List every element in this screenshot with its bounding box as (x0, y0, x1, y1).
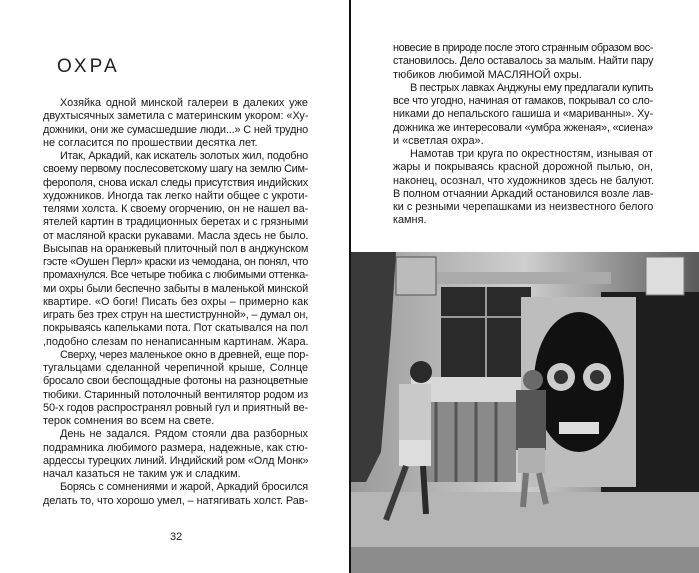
text-line: и «светлая охра». (393, 134, 484, 147)
paragraph (393, 148, 653, 228)
text-line: Борясь с сомнениями и жарой, Аркадий бросился (60, 481, 308, 494)
hammocks (426, 402, 516, 482)
text-line: тугальцами сделанной черепичной крыше, Солнце (43, 362, 308, 374)
text-line: Намотав три круга по окрестностям, изнывая от (410, 148, 653, 160)
text-line: дожника же интересовали «умбра жженая», «сиена» (393, 121, 653, 134)
paragraph (393, 82, 653, 148)
paragraph (393, 42, 653, 82)
text-line: ки с резными черепашками из неизвестного белого (393, 201, 654, 213)
text-line: День не задался. Рядом стояли два разборных (60, 428, 308, 441)
text-line: жары и покрываясь красной дорожной пылью, он, (393, 161, 653, 174)
text-line: В пестрых лавках Анджуны ему предлагали купить (410, 81, 654, 94)
text-line: Хозяйка одной минской галереи в далеких уже (60, 97, 308, 109)
text-line: художников. Иногда так легко найти общее с укроти- (43, 189, 308, 202)
text-line: наконец, осознал, что художников здесь не балуют. (393, 174, 654, 187)
text-line: от масляной краски рукавами. Масла здесь не было. (43, 229, 309, 242)
text-line: ардессы турецких линий. Индийский ром «Олд Монк» (43, 454, 309, 467)
text-line: не согласится по прошествии десятка лет. (43, 136, 258, 149)
paragraph (43, 150, 308, 349)
paragraph (43, 349, 308, 429)
text-line: Высыпав на оранжевый плиточный пол в анджунском (43, 242, 309, 255)
text-line: подрамника любимого размера, надежные, как стю- (43, 441, 308, 454)
text-line: промахнулся. Все четыре тюбика с любимыми оттенка- (43, 269, 309, 282)
text-line: Итак, Аркадий, как искатель золотых жил, подобно (60, 150, 308, 162)
street-photo (351, 252, 699, 573)
text-line: играть без трех струн на шестиструнной», – думал он, (43, 309, 309, 321)
text-line: тюбиков любимой МАСЛЯНОЙ охры. (393, 68, 582, 81)
text-line: двухтысячных заметила с материнским укором: «Ху- (43, 110, 309, 123)
text-line: В полном отчаянии Аркадий остановился возле лав- (393, 187, 654, 200)
text-line: начал казаться не таким уж и сладким. (43, 468, 241, 480)
text-line: камня. (393, 214, 427, 227)
text-line: ферополя, снова искал следы присутствия индийских (43, 176, 308, 189)
text-line: телями холста. К своему огорчению, он не нашел ва- (43, 203, 309, 215)
text-line: гэсте «Оушен Перл» краски из чемодана, он понял, что (43, 256, 308, 268)
text-line: терок сомнения во всем на свете. (43, 415, 215, 427)
text-line: ми охры были беспечно забыты в маленькой минской (43, 282, 308, 295)
text-line: все что угодно, начиная от гамаков, покрывал со сло- (393, 95, 653, 107)
text-line: своему первому послесоветскому шагу на землю Сим- (43, 163, 308, 176)
text-line: делать то, что хорошо умел, – натягивать холст. Рав- (43, 494, 308, 507)
text-line: бросало свои беспощадные фотоны на разноцветные (43, 375, 308, 388)
text-line: 50-х годов распространял ровный гул и приятный ве- (43, 401, 309, 414)
right-page-text (393, 42, 653, 228)
street (351, 547, 699, 573)
text-line: ,подобно слезам по ненаписанным картинам. Жара. (43, 335, 309, 348)
page-number: 32 (170, 531, 183, 543)
chapter-title: ОХРА (57, 56, 120, 77)
left-page-text (43, 97, 308, 508)
text-line: становилось. Дело оставалось за малым. Найти пару (393, 55, 654, 68)
paragraph (43, 481, 308, 508)
left-page (0, 0, 349, 573)
text-line: тюбики. Старинный потолочный вентилятор родом из (43, 388, 308, 401)
text-line: ятелей картин в традиционных беретах и с грязными (43, 216, 309, 229)
right-page (351, 0, 699, 573)
text-line: квартире. «О боги! Писать без охры – примерно как (43, 295, 308, 308)
paragraph (43, 97, 308, 150)
text-line: никами до непальского гашиша и «мариванны». Ху- (393, 108, 653, 121)
paragraph (43, 428, 308, 481)
text-line: дожники, они же сумасшедшие люди...» С ней трудно (43, 123, 309, 136)
text-line: покрываясь капельками пота. Пот скатывался на пол (43, 322, 308, 335)
text-line: Сверху, через маленькое окно в древней, еще пор- (60, 348, 309, 361)
text-line: новесие в природе после этого странным образом вос- (393, 42, 653, 54)
